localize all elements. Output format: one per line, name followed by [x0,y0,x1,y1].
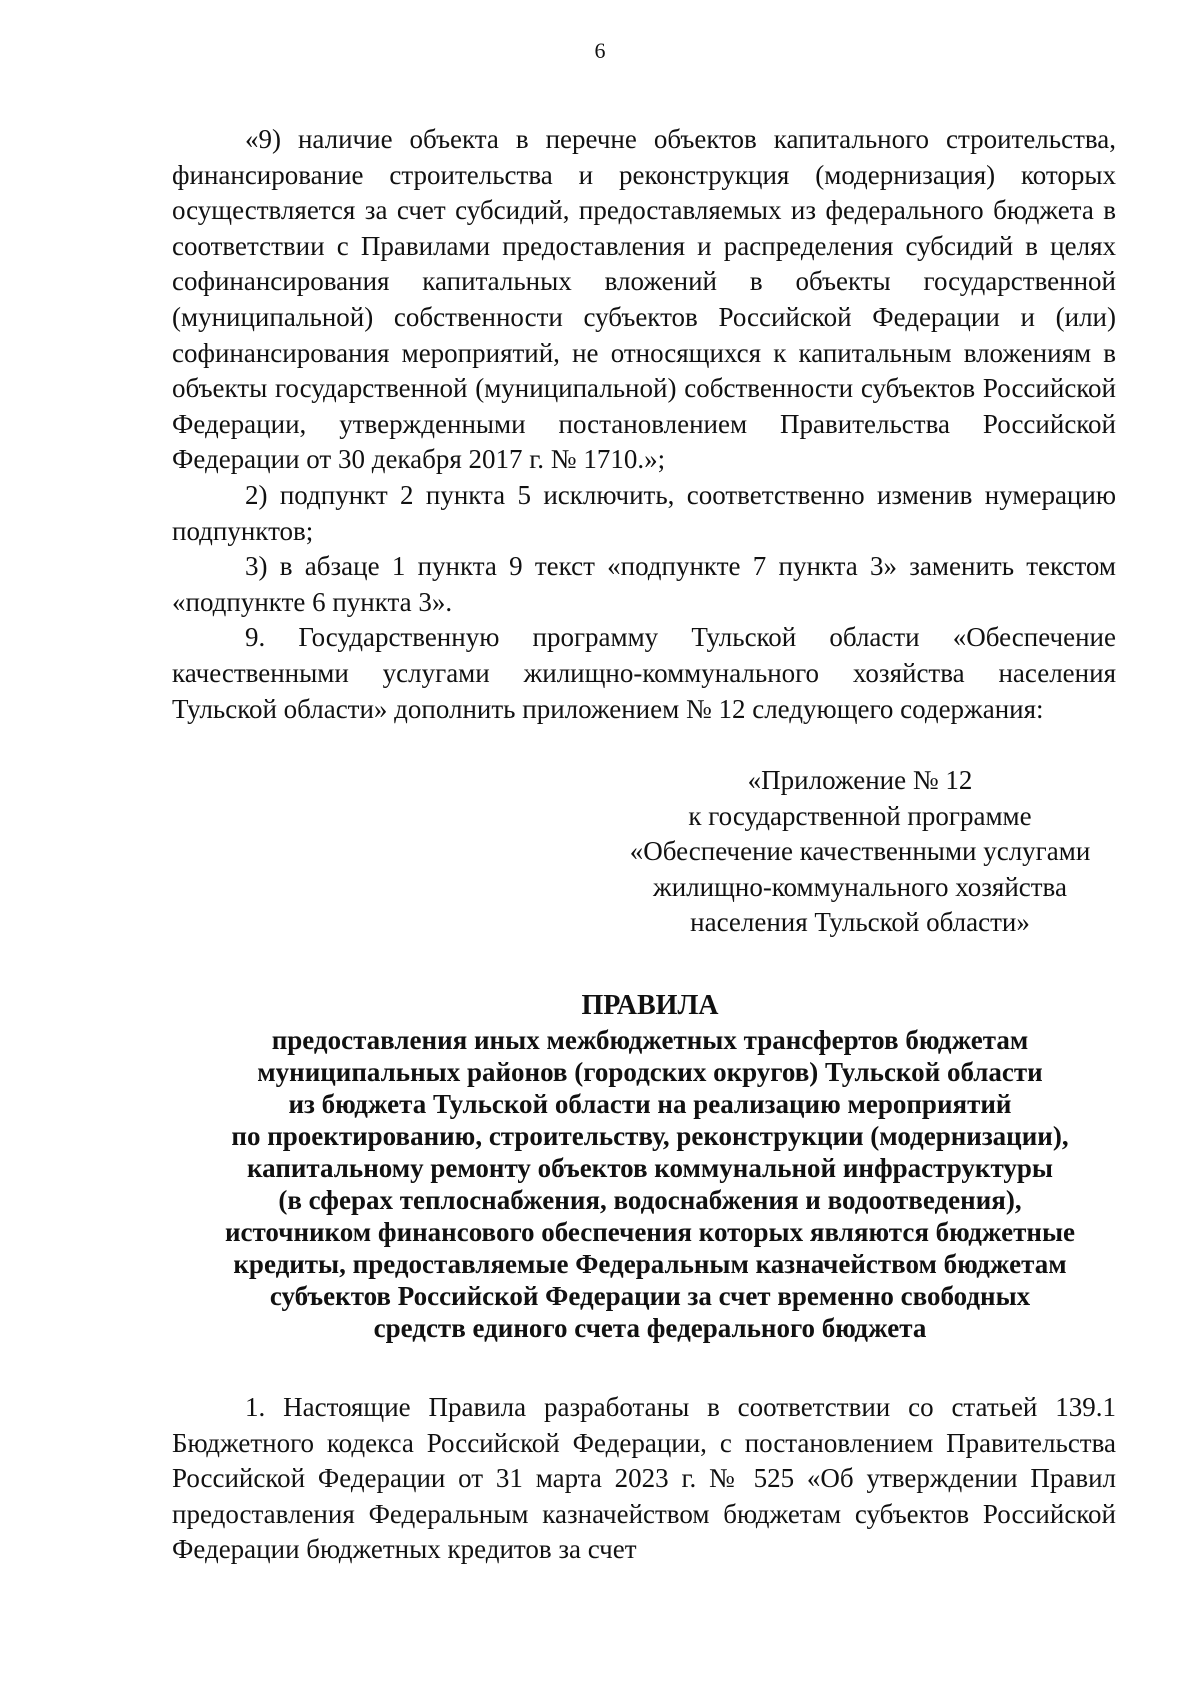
appendix-header [610,763,1110,941]
paragraph-item-9: 9. Государственную программу Тульской области «Обеспечение качественными услугами жилищно-коммунального хозяйства населения Тульской области» дополнить приложением № 12 следующего содержания: [172,622,1116,724]
title-line: субъектов Российской Федерации за счет временно свободных [269,1281,1031,1311]
appendix-line: жилищно-коммунального хозяйства [653,871,1067,902]
paragraph-subitem-2: 2) подпункт 2 пункта 5 исключить, соответственно изменив нумерацию подпунктов; [172,479,1116,546]
title-line: капитальному ремонту объектов коммунальной инфраструктуры [247,1153,1053,1183]
title-line: (в сферах теплоснабжения, водоснабжения и водоотведения), [278,1185,1022,1215]
rules-paragraph-1: 1. Настоящие Правила разработаны в соответствии со статьей 139.1 Бюджетного кодекса Российской Федерации, с постановлением Правительства Российской Федерации от 31 марта 2023 г. № 525 «Об утверждении Правил предоставления Федеральным казначейством бюджетам субъектов Российской Федерации бюджетных кредитов за счет [172,1392,1116,1565]
title-line: средств единого счета федерального бюджета [373,1313,927,1343]
appendix-line: к государственной программе [688,800,1032,831]
appendix-line: «Обеспечение качественными услугами [629,836,1091,867]
page-number: 6 [594,38,606,63]
title-line: кредиты, предоставляемые Федеральным казначейством бюджетам [233,1249,1067,1279]
title-line: источником финансового обеспечения которых являются бюджетные [224,1217,1076,1247]
appendix-line: населения Тульской области» [690,907,1030,938]
rules-title [130,990,1170,1344]
paragraph-subitem-3: 3) в абзаце 1 пункта 9 текст «подпункте 7 пункта 3» заменить текстом «подпункте 6 пункта 3». [172,551,1116,617]
title-line: из бюджета Тульской области на реализацию мероприятий [288,1089,1012,1119]
title-line: по проектированию, строительству, реконструкции (модернизации), [231,1121,1069,1151]
title-line: предоставления иных межбюджетных трансфертов бюджетам [271,1025,1029,1055]
rules-body [172,1390,1116,1568]
appendix-line: «Приложение № 12 [747,765,973,795]
rules-heading: ПРАВИЛА [581,990,719,1021]
paragraph-item-9-text: «9) наличие объекта в перечне объектов капитального строительства, финансирование строительства и реконструкция (модернизация) которых осуществляется за счет субсидий, предоставляемых из федерального бюджета в соответствии с Правилами предоставления и распределения субсидий в целях софинансирования капитальных вложений в объекты государственной (муниципальной) собственности субъектов Российской Федерации и (или) софинансирования мероприятий, не относящихся к капитальным вложениям в объекты государственной (муниципальной) собственности субъектов Российской Федерации, утвержденными постановлением Правительства Российской Федерации от 30 декабря 2017 г. № 1710.»; [172,124,1116,475]
amendments-section [172,122,1116,727]
title-line: муниципальных районов (городских округов) Тульской области [257,1057,1043,1087]
